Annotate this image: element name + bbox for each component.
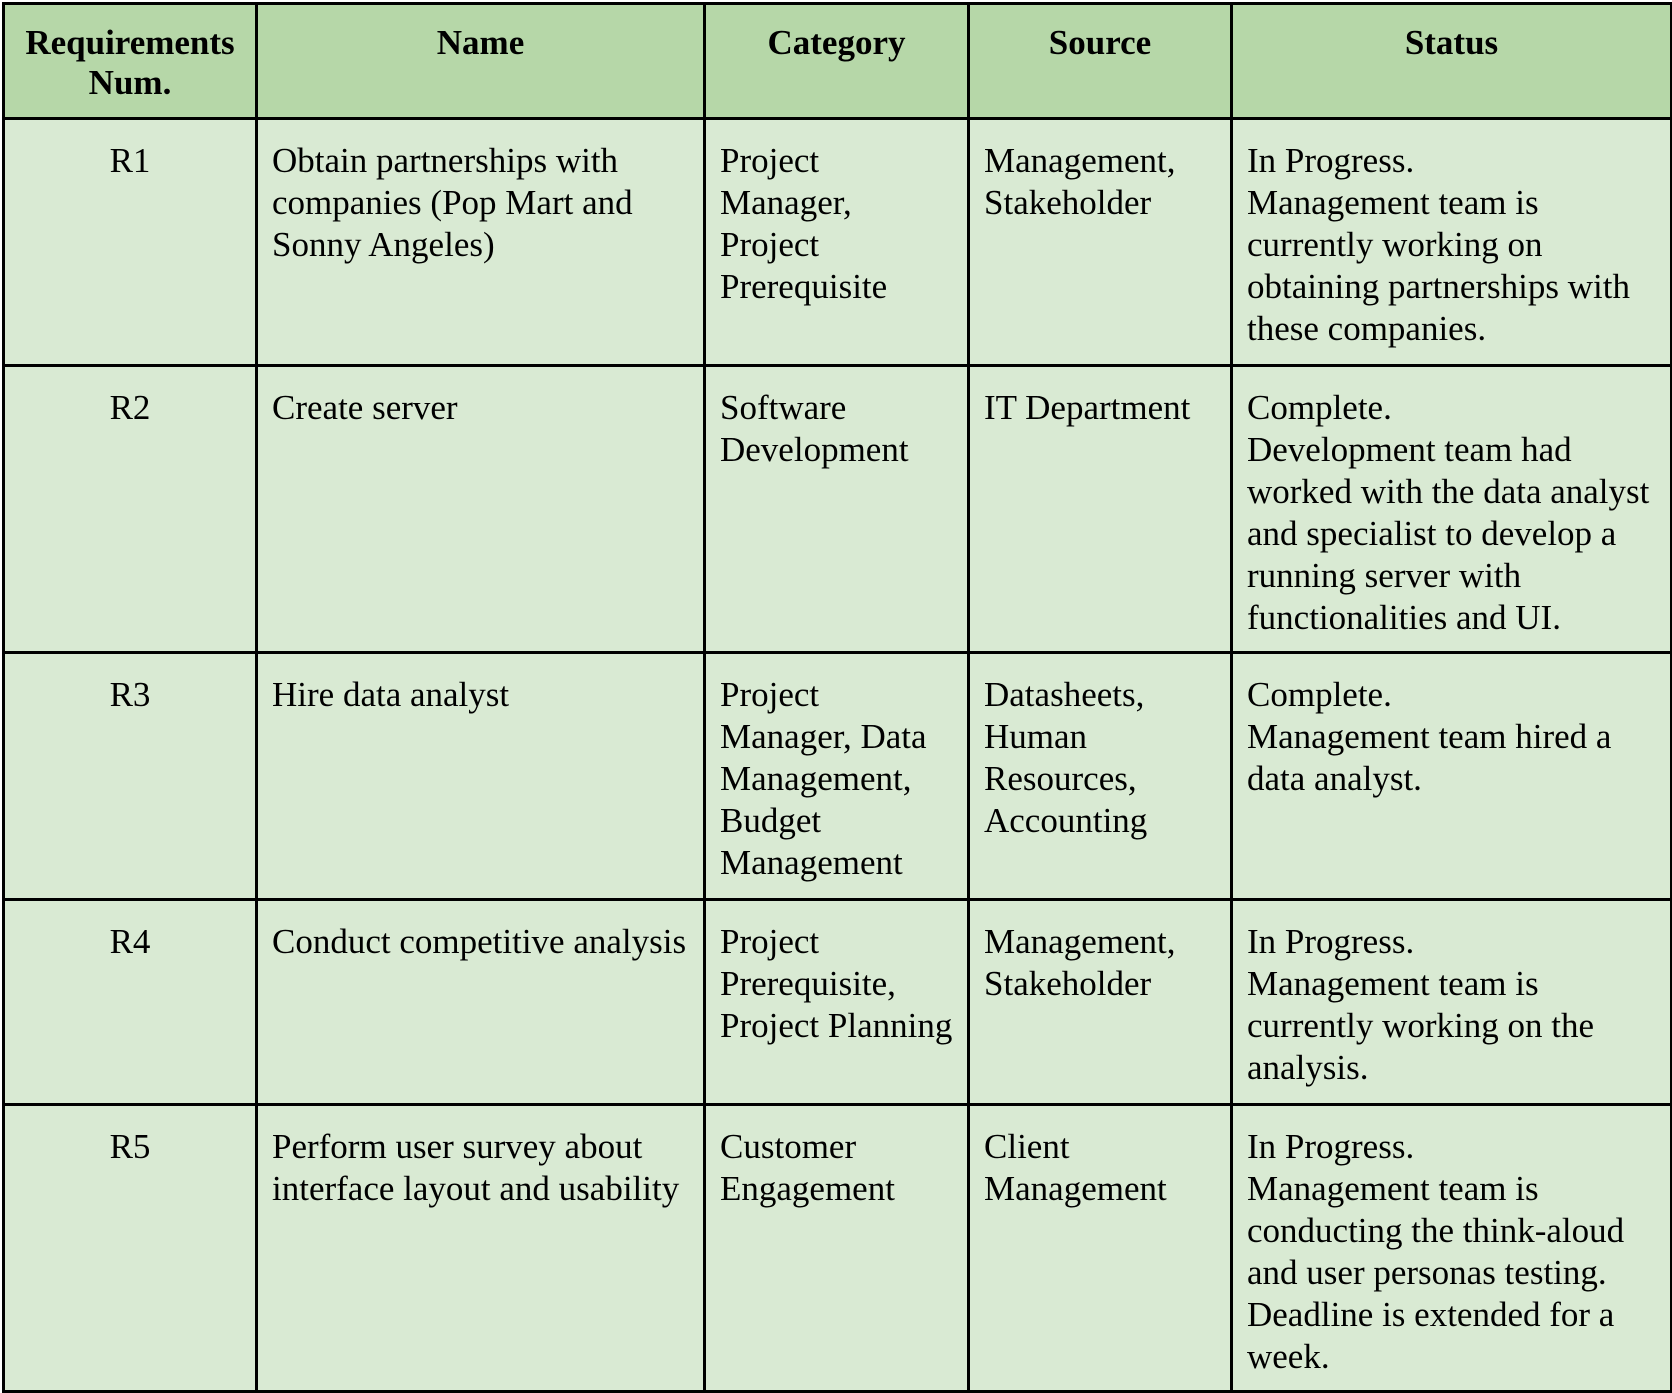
requirement-source-cell: Management, Stakeholder: [969, 900, 1232, 1105]
requirement-name-cell: Create server: [257, 366, 705, 653]
status-detail: Management team is currently working on the analysis.: [1247, 964, 1594, 1087]
header-source: Source: [969, 4, 1232, 119]
requirement-source-cell: Client Management: [969, 1105, 1232, 1392]
header-requirements-num: Requirements Num.: [4, 4, 257, 119]
table-row: [4, 900, 1672, 1105]
header-category: Category: [705, 4, 969, 119]
table-row: [4, 653, 1672, 900]
requirement-num-cell: R5: [4, 1105, 257, 1392]
requirement-category-cell: Project Prerequisite, Project Planning: [705, 900, 969, 1105]
requirement-name-cell: Hire data analyst: [257, 653, 705, 900]
requirement-num-cell: R2: [4, 366, 257, 653]
status-detail: Development team had worked with the data analyst and specialist to develop a running server with functionalities and UI.: [1247, 430, 1650, 637]
requirement-status-cell: [1232, 653, 1672, 900]
header-status: Status: [1232, 4, 1672, 119]
requirement-name-cell: Perform user survey about interface layout and usability: [257, 1105, 705, 1392]
requirements-table: [2, 2, 1672, 1393]
requirement-status-cell: [1232, 119, 1672, 366]
table-row: [4, 1105, 1672, 1392]
requirement-num-cell: R4: [4, 900, 257, 1105]
requirement-status-cell: [1232, 1105, 1672, 1392]
requirement-category-cell: Project Manager, Data Management, Budget Management: [705, 653, 969, 900]
status-state: Complete.: [1247, 388, 1392, 427]
requirement-name-cell: Obtain partnerships with companies (Pop Mart and Sonny Angeles): [257, 119, 705, 366]
requirement-category-cell: Customer Engagement: [705, 1105, 969, 1392]
status-state: In Progress.: [1247, 922, 1415, 961]
header-name: Name: [257, 4, 705, 119]
status-state: In Progress.: [1247, 141, 1415, 180]
requirement-num-cell: R3: [4, 653, 257, 900]
requirement-status-cell: [1232, 900, 1672, 1105]
requirement-source-cell: IT Department: [969, 366, 1232, 653]
status-detail: Management team hired a data analyst.: [1247, 717, 1612, 798]
header-row: [4, 4, 1672, 119]
status-state: In Progress.: [1247, 1127, 1415, 1166]
table-row: [4, 366, 1672, 653]
requirement-name-cell: Conduct competitive analysis: [257, 900, 705, 1105]
table-header: [4, 4, 1672, 119]
table-body: [4, 119, 1672, 1392]
table-row: [4, 119, 1672, 366]
requirement-status-cell: [1232, 366, 1672, 653]
requirement-category-cell: Project Manager, Project Prerequisite: [705, 119, 969, 366]
status-state: Complete.: [1247, 675, 1392, 714]
requirement-num-cell: R1: [4, 119, 257, 366]
status-detail: Management team is currently working on obtaining partnerships with these companies.: [1247, 183, 1631, 348]
status-detail: Management team is conducting the think-aloud and user personas testing. Deadline is extended for a week.: [1247, 1169, 1625, 1376]
requirement-source-cell: Management, Stakeholder: [969, 119, 1232, 366]
requirement-category-cell: Software Development: [705, 366, 969, 653]
requirement-source-cell: Datasheets, Human Resources, Accounting: [969, 653, 1232, 900]
